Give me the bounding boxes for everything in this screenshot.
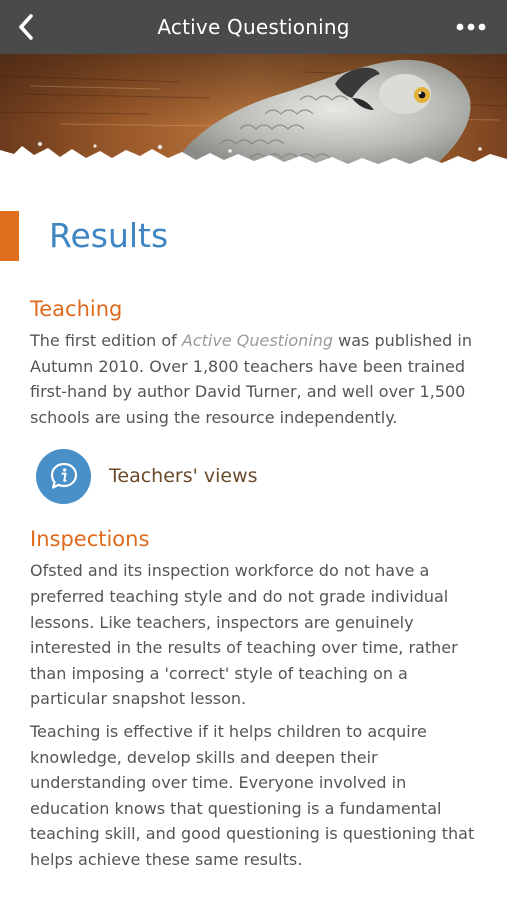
section-accent-bar	[0, 211, 19, 261]
inspections-heading: Inspections	[30, 527, 150, 552]
more-options-button[interactable]	[449, 10, 493, 44]
inspections-paragraph-2: Teaching is effective if it helps children to acquire knowledge, develop skills and deepen their understanding over time. Everyone involved in education knows that questioning is a fundamental teaching skill, and good questioning is questioning that helps achieve these same results.	[30, 721, 475, 869]
inspections-paragraph-1: Ofsted and its inspection workforce do not have a preferred teaching style and do not grade individual lessons. Like teachers, inspectors are genuinely interested in the results of teaching over time, rather than imposing a 'correct' style of teaching on a particular snapshot lesson.	[30, 561, 458, 709]
content-body	[30, 292, 480, 880]
top-nav-bar	[0, 0, 507, 54]
teaching-heading: Teaching	[30, 297, 123, 321]
parrot-image	[0, 54, 507, 170]
header-banner	[0, 54, 507, 170]
teaching-text-start: The first edition of	[30, 331, 182, 350]
teaching-paragraph	[30, 328, 480, 430]
more-dots-icon	[456, 23, 486, 31]
teaching-text-end: was published in Autumn 2010. Over 1,800 teachers have been trained first-hand by author David Turner, and well over 1,500 schools are using the resource independently.	[30, 331, 472, 427]
info-speech-icon	[36, 449, 91, 504]
nav-title: Active Questioning	[157, 15, 350, 39]
book-title: Active Questioning	[181, 331, 334, 350]
page-title: Results	[49, 216, 169, 255]
teachers-views-link[interactable]	[36, 448, 480, 504]
teachers-views-label: Teachers' views	[109, 465, 258, 488]
